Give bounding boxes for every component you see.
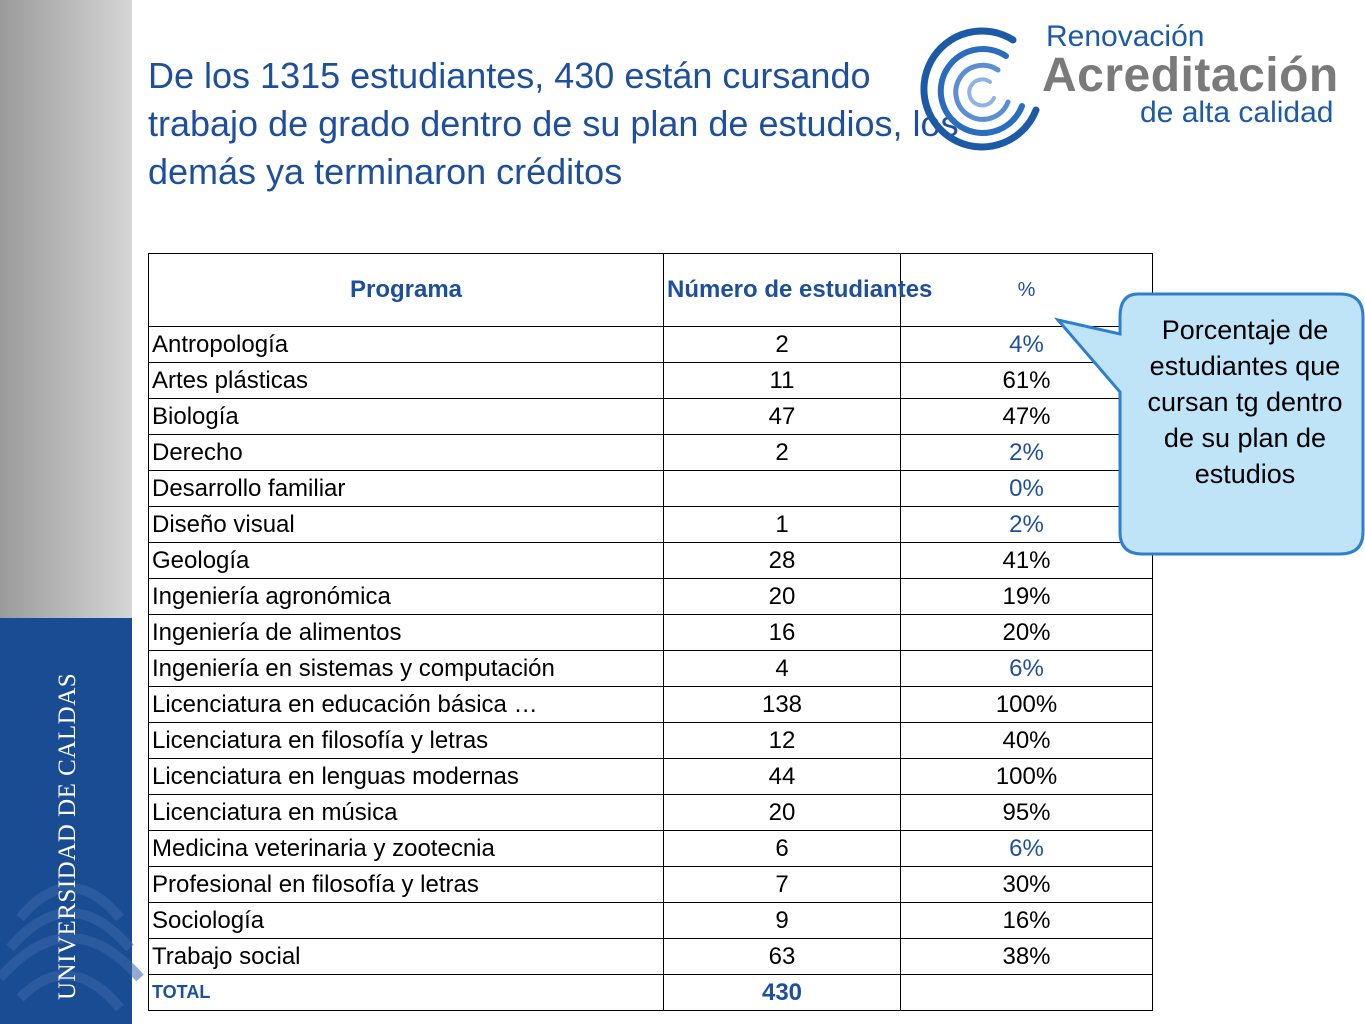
logo-line-acreditacion: Acreditación	[1042, 49, 1339, 102]
table-row	[149, 939, 1153, 975]
header-numero: Número de estudiantes	[664, 254, 901, 327]
cell-numero: 2	[664, 327, 901, 363]
cell-numero: 11	[664, 363, 901, 399]
cell-numero: 44	[664, 759, 901, 795]
total-porcentaje	[901, 975, 1153, 1011]
cell-numero: 47	[664, 399, 901, 435]
cell-numero: 7	[664, 867, 901, 903]
cell-programa: Profesional en filosofía y letras	[149, 867, 664, 903]
cell-porcentaje: 100%	[901, 687, 1153, 723]
students-table	[148, 253, 1153, 1011]
table-row	[149, 903, 1153, 939]
cell-numero: 28	[664, 543, 901, 579]
table-row	[149, 363, 1153, 399]
swirl-logo-icon	[918, 18, 1048, 168]
cell-porcentaje: 6%	[901, 831, 1153, 867]
cell-porcentaje: 2%	[901, 507, 1153, 543]
table-row	[149, 687, 1153, 723]
header-programa: Programa	[149, 254, 664, 327]
cell-numero: 4	[664, 651, 901, 687]
logo-line-calidad: de alta calidad	[1140, 96, 1334, 129]
cell-programa: Diseño visual	[149, 507, 664, 543]
cell-programa: Medicina veterinaria y zootecnia	[149, 831, 664, 867]
accreditation-logo	[918, 18, 1358, 168]
callout-text: Porcentaje de estudiantes que cursan tg dentro de su plan de estudios	[1147, 315, 1343, 489]
cell-programa: Ingeniería agronómica	[149, 579, 664, 615]
cell-porcentaje: 19%	[901, 579, 1153, 615]
page-title: De los 1315 estudiantes, 430 están cursando trabajo de grado dentro de su plan de estudios, los demás ya terminaron créditos	[148, 55, 959, 192]
cell-numero: 6	[664, 831, 901, 867]
cell-porcentaje: 95%	[901, 795, 1153, 831]
cell-numero: 20	[664, 579, 901, 615]
cell-programa: Licenciatura en música	[149, 795, 664, 831]
sidebar-gray-panel	[0, 0, 132, 618]
cell-programa: Biología	[149, 399, 664, 435]
cell-porcentaje: 0%	[901, 471, 1153, 507]
total-numero: 430	[664, 975, 901, 1011]
table-row	[149, 543, 1153, 579]
logo-line-renovacion: Renovación	[1046, 20, 1205, 53]
cell-numero: 2	[664, 435, 901, 471]
table-row	[149, 831, 1153, 867]
cell-porcentaje: 30%	[901, 867, 1153, 903]
table-row	[149, 471, 1153, 507]
cell-porcentaje: 16%	[901, 903, 1153, 939]
cell-porcentaje: 20%	[901, 615, 1153, 651]
cell-programa: Ingeniería de alimentos	[149, 615, 664, 651]
table-row	[149, 327, 1153, 363]
cell-programa: Desarrollo familiar	[149, 471, 664, 507]
table-header-row	[149, 254, 1153, 327]
table-row	[149, 399, 1153, 435]
total-row	[149, 975, 1153, 1011]
cell-numero: 1	[664, 507, 901, 543]
total-label: TOTAL	[149, 975, 664, 1011]
table-row	[149, 651, 1153, 687]
cell-programa: Antropología	[149, 327, 664, 363]
cell-porcentaje: 38%	[901, 939, 1153, 975]
table-row	[149, 435, 1153, 471]
header-porcentaje: %	[901, 254, 1153, 327]
cell-programa: Derecho	[149, 435, 664, 471]
cell-programa: Licenciatura en lenguas modernas	[149, 759, 664, 795]
cell-numero: 138	[664, 687, 901, 723]
table-row	[149, 579, 1153, 615]
cell-programa: Trabajo social	[149, 939, 664, 975]
table-row	[149, 723, 1153, 759]
cell-programa: Licenciatura en filosofía y letras	[149, 723, 664, 759]
cell-numero: 16	[664, 615, 901, 651]
cell-numero: 63	[664, 939, 901, 975]
table-row	[149, 867, 1153, 903]
cell-numero: 12	[664, 723, 901, 759]
cell-porcentaje: 2%	[901, 435, 1153, 471]
cell-numero	[664, 471, 901, 507]
cell-programa: Geología	[149, 543, 664, 579]
cell-porcentaje: 61%	[901, 363, 1153, 399]
university-name: UNIVERSIDAD DE CALDAS	[54, 672, 81, 1000]
cell-numero: 9	[664, 903, 901, 939]
cell-porcentaje: 41%	[901, 543, 1153, 579]
cell-porcentaje: 6%	[901, 651, 1153, 687]
cell-porcentaje: 4%	[901, 327, 1153, 363]
cell-porcentaje: 47%	[901, 399, 1153, 435]
cell-porcentaje: 100%	[901, 759, 1153, 795]
cell-programa: Artes plásticas	[149, 363, 664, 399]
cell-programa: Sociología	[149, 903, 664, 939]
table-row	[149, 507, 1153, 543]
table-row	[149, 615, 1153, 651]
cell-numero: 20	[664, 795, 901, 831]
cell-programa: Licenciatura en educación básica …	[149, 687, 664, 723]
table-row	[149, 795, 1153, 831]
table-row	[149, 759, 1153, 795]
cell-programa: Ingeniería en sistemas y computación	[149, 651, 664, 687]
cell-porcentaje: 40%	[901, 723, 1153, 759]
